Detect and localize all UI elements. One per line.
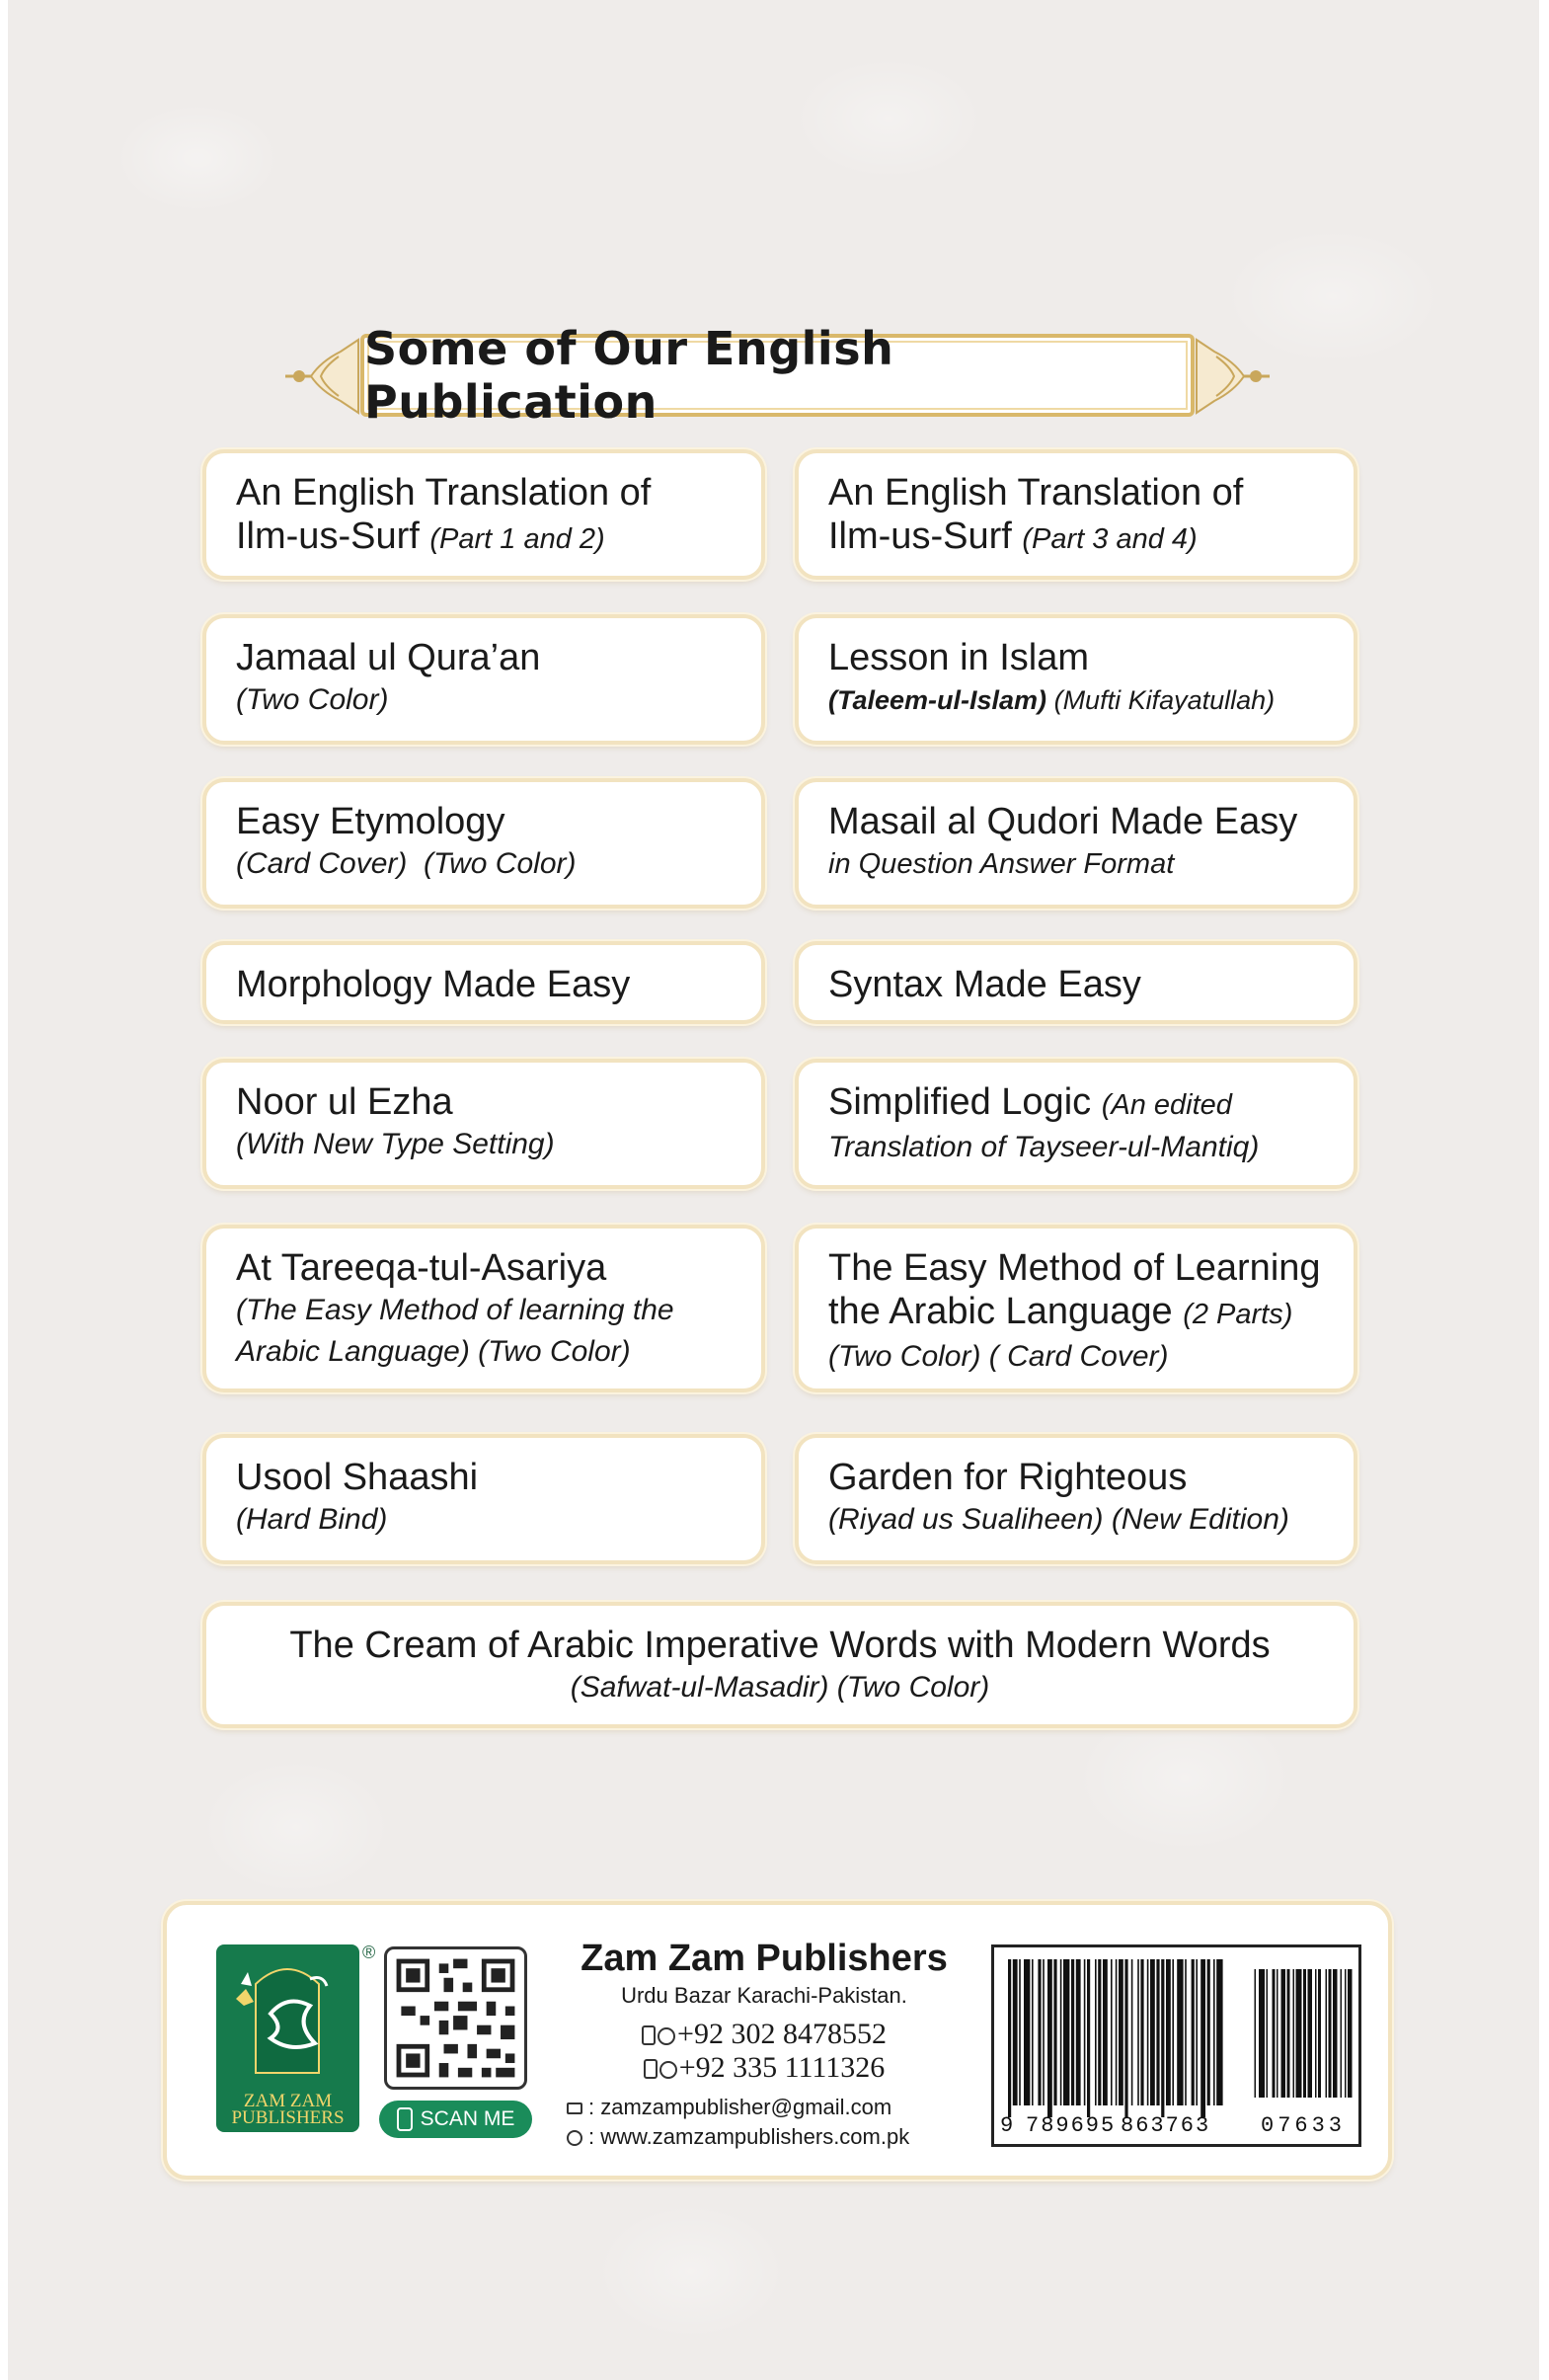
barcode-bar [1293, 1969, 1295, 2098]
publisher-footer [163, 1901, 1392, 2180]
logo-emblem-icon [216, 1944, 359, 2093]
book-note: (Part 3 and 4) [1022, 523, 1198, 555]
barcode-bar [1196, 1959, 1198, 2105]
book-title-cont: Ilm-us-Surf [828, 516, 1012, 557]
book-subtitle: (The Easy Method of learning the [236, 1294, 674, 1326]
barcode-bar [1060, 1959, 1062, 2105]
barcode-bar [1177, 1959, 1183, 2105]
book-title: At Tareeqa-tul-Asariya [236, 1247, 607, 1289]
barcode-bar [1296, 1969, 1302, 2098]
barcode-bar [1200, 1959, 1205, 2117]
barcode-digit: 9 [1000, 2113, 1014, 2138]
book-title: Morphology Made Easy [236, 964, 631, 1005]
logo-caption-line2: PUBLISHERS [231, 2107, 345, 2128]
logo-caption [216, 2093, 359, 2126]
book-card [795, 1059, 1357, 1189]
barcode-bar [1076, 1959, 1081, 2105]
book-card [202, 1225, 765, 1392]
book-title: The Easy Method of Learning [828, 1247, 1321, 1289]
book-subtitle: (Riyad us Sualiheen) (New Edition) [828, 1503, 1289, 1536]
barcode-bar [1047, 1959, 1052, 2117]
barcode-bar [1172, 1959, 1174, 2105]
publisher-name: Zam Zam Publishers [581, 1938, 948, 1979]
barcode-bar [1053, 1959, 1056, 2105]
barcode-bar [1303, 1969, 1306, 2098]
barcode-bar [1124, 1959, 1127, 2117]
ornament-right-icon [1195, 332, 1274, 421]
barcode-bar [1087, 1959, 1090, 2117]
barcode-bar [1043, 1959, 1045, 2105]
book-title: Syntax Made Easy [828, 964, 1141, 1005]
barcode-bar [1140, 1959, 1143, 2105]
barcode-bar [1038, 1959, 1041, 2105]
barcode-bar [1315, 1969, 1317, 2098]
book-title: Simplified Logic [828, 1081, 1092, 1123]
barcode-bar [1348, 1969, 1353, 2098]
phone-icon [397, 2107, 413, 2131]
phone-number: +92 302 8478552 [677, 2018, 887, 2050]
barcode-bar [1095, 1959, 1097, 2105]
book-subtitle: in Question Answer Format [828, 848, 1175, 880]
barcode-bar [1259, 1969, 1265, 2098]
book-note: (Part 1 and 2) [429, 523, 605, 555]
phone-icon [642, 2025, 656, 2045]
publisher-address: Urdu Bazar Karachi-Pakistan. [621, 1983, 907, 2008]
barcode-bar [1273, 1969, 1276, 2098]
qr-code-icon [384, 1946, 527, 2090]
barcode-bar [1255, 1969, 1257, 2098]
barcode-bars-icon [994, 1955, 1358, 2118]
book-card [795, 449, 1357, 580]
book-title: Lesson in Islam [828, 637, 1090, 678]
book-title: Noor ul Ezha [236, 1081, 453, 1123]
barcode-bar [1277, 1969, 1278, 2098]
book-card [795, 1434, 1357, 1564]
barcode-bar [1032, 1959, 1034, 2105]
book-note: (2 Parts) [1183, 1299, 1293, 1330]
book-title-cont: Ilm-us-Surf [236, 516, 420, 557]
book-subtitle: (With New Type Setting) [236, 1128, 555, 1160]
book-subtitle: (Hard Bind) [236, 1503, 388, 1536]
heading-box [360, 322, 1195, 429]
book-title: Garden for Righteous [828, 1457, 1188, 1498]
whatsapp-icon [659, 2061, 677, 2079]
book-subtitle-cont: Arabic Language) (Two Color) [236, 1335, 631, 1368]
book-card [795, 614, 1357, 745]
book-card [795, 778, 1357, 909]
email-icon [567, 2102, 582, 2114]
book-card [202, 1059, 765, 1189]
right-edge [1539, 0, 1549, 2380]
book-card [202, 1434, 765, 1564]
book-title: Usool Shaashi [236, 1457, 479, 1498]
whatsapp-icon [658, 2027, 675, 2045]
barcode-bar [1063, 1959, 1069, 2105]
publisher-email: zamzampublisher@gmail.com [600, 2095, 892, 2119]
barcode-bar [1185, 1959, 1187, 2105]
barcode-bar [1341, 1969, 1343, 2098]
barcode-bar [1166, 1959, 1171, 2105]
barcode-bar [1329, 1969, 1332, 2098]
barcode-digits: 863763 [1121, 2113, 1211, 2138]
barcode-bar [1287, 1969, 1290, 2098]
book-card [202, 941, 765, 1024]
book-subtitle-bold: (Taleem-ul-Islam) [828, 685, 1047, 715]
barcode-bar [1192, 1959, 1195, 2105]
barcode-bar [1024, 1959, 1030, 2105]
book-title: Easy Etymology [236, 801, 505, 842]
barcode-bar [1137, 1959, 1139, 2105]
publisher-logo [216, 1944, 359, 2132]
barcode-bar [1216, 1959, 1222, 2105]
barcode-digits: 789695 [1026, 2113, 1117, 2138]
barcode-bar [1116, 1959, 1118, 2105]
barcode-bar [1308, 1969, 1313, 2098]
barcode-bar [1111, 1959, 1113, 2105]
barcode-bar [1131, 1959, 1133, 2105]
book-card [795, 941, 1357, 1024]
heading-banner [281, 322, 1274, 429]
barcode-bar [1150, 1959, 1155, 2105]
logo-caption-line1: ZAM ZAM [243, 2091, 333, 2111]
scan-label: SCAN ME [420, 2107, 515, 2130]
book-title: Jamaal ul Qura’an [236, 637, 541, 678]
barcode-bar [1147, 1959, 1149, 2105]
barcode-bar [1267, 1969, 1269, 2098]
book-subtitle: (Two Color) [236, 683, 389, 716]
book-title: Masail al Qudori Made Easy [828, 801, 1298, 842]
barcode-bar [1098, 1959, 1101, 2105]
book-card [202, 449, 765, 580]
barcode-bar [1156, 1959, 1159, 2105]
publisher-website: www.zamzampublishers.com.pk [600, 2124, 910, 2149]
book-card [202, 778, 765, 909]
book-title-cont: the Arabic Language [828, 1291, 1173, 1332]
barcode-bar [1207, 1959, 1210, 2105]
book-subtitle: (Mufti Kifayatullah) [1053, 685, 1276, 715]
book-card [795, 1225, 1357, 1392]
book-title: An English Translation of [236, 472, 652, 514]
barcode-bar [1161, 1959, 1164, 2117]
book-note: (An edited [1101, 1089, 1232, 1121]
phone-number: +92 335 1111326 [678, 2051, 886, 2084]
phone-icon [644, 2059, 658, 2079]
book-subtitle: (Two Color) ( Card Cover) [828, 1340, 1169, 1373]
barcode-bar [1213, 1959, 1215, 2105]
barcode-bar [1281, 1969, 1286, 2098]
publisher-info: Zam Zam Publishers Urdu Bazar Karachi-Pakistan. +92 302 8478552 +92 335 1111326 : zamzampublisher@gmail.com : www.zamzampublishers.com.pk [557, 1935, 971, 2152]
barcode-bar [1071, 1959, 1074, 2105]
isbn-barcode [991, 1944, 1361, 2147]
barcode-bar [1333, 1969, 1338, 2098]
book-title: An English Translation of [828, 472, 1244, 514]
scan-me-badge [379, 2101, 532, 2138]
book-subtitle: (Card Cover) (Two Color) [236, 847, 577, 880]
barcode-bar [1008, 1959, 1011, 2117]
barcode-bar [1326, 1969, 1328, 2098]
barcode-bar [1013, 1959, 1018, 2105]
left-edge [0, 0, 8, 2380]
globe-icon [567, 2130, 582, 2146]
book-card [202, 614, 765, 745]
barcode-digits: 07633 [1261, 2113, 1347, 2138]
book-title: The Cream of Arabic Imperative Words with Modern Words [289, 1625, 1271, 1666]
ornament-left-icon [281, 332, 360, 421]
barcode-bar [1103, 1959, 1108, 2105]
book-subtitle: Translation of Tayseer-ul-Mantiq) [828, 1131, 1260, 1163]
barcode-bar [1019, 1959, 1021, 2105]
barcode-bar [1119, 1959, 1123, 2105]
registered-mark: ® [362, 1943, 376, 1962]
barcode-bar [1345, 1969, 1347, 2098]
barcode-bar [1318, 1969, 1321, 2098]
page-heading: Some of Our English Publication [364, 322, 894, 429]
barcode-bar [1084, 1959, 1086, 2105]
book-subtitle: (Safwat-ul-Masadir) (Two Color) [570, 1671, 990, 1704]
book-card-wide [202, 1602, 1357, 1728]
